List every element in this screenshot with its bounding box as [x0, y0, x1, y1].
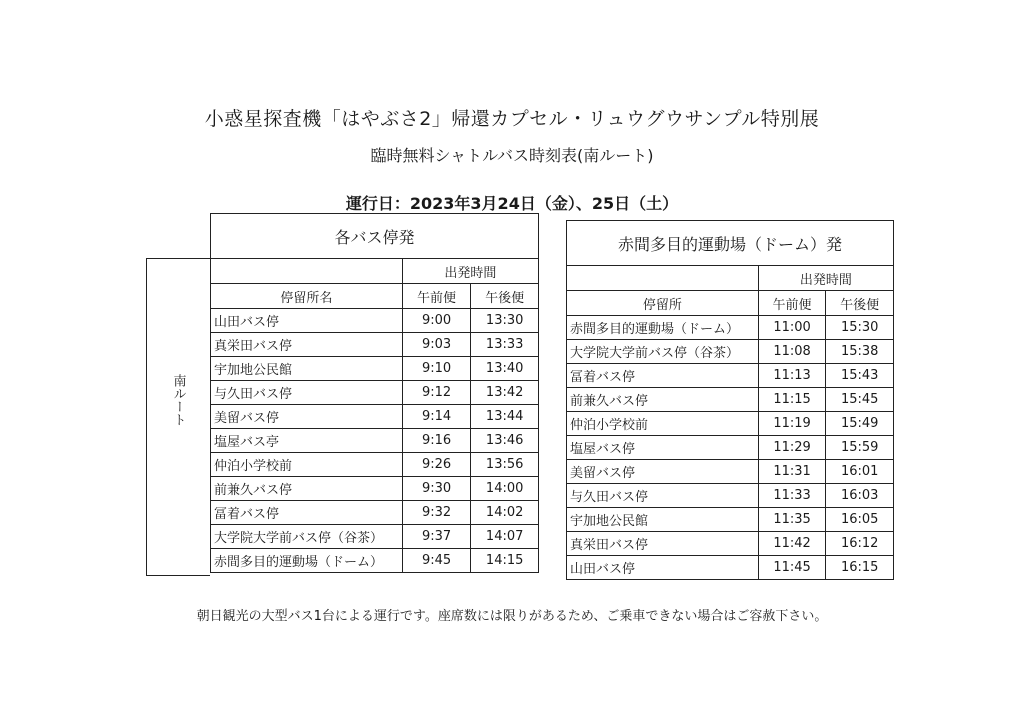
- pm-time: 14:15: [471, 549, 539, 573]
- table-row: [211, 525, 539, 549]
- stop-name: 仲泊小学校前: [567, 412, 759, 436]
- stop-name: 美留バス停: [211, 405, 403, 429]
- stop-name: 冨着バス停: [567, 364, 759, 388]
- table-row: [211, 333, 539, 357]
- am-time: 9:26: [402, 453, 471, 477]
- stop-name: 宇加地公民館: [567, 508, 759, 532]
- stop-name: 真栄田バス停: [211, 333, 403, 357]
- table-row: [211, 477, 539, 501]
- footer-note: 朝日観光の大型バス1台による運行です。座席数には限りがあるため、ご乗車できない場合はご容赦下さい。: [196, 609, 828, 624]
- am-time: 11:15: [758, 388, 826, 412]
- pm-time: 13:33: [471, 333, 539, 357]
- table-header: 各バス停発: [211, 214, 539, 259]
- table-row: [211, 381, 539, 405]
- am-time: 11:13: [758, 364, 826, 388]
- am-time: 11:33: [758, 484, 826, 508]
- departure-time-label: 出発時間: [402, 259, 538, 284]
- page-subtitle: 臨時無料シャトルバス時刻表(南ルート): [370, 146, 654, 165]
- pm-time: 15:30: [826, 316, 894, 340]
- pm-time: 16:01: [826, 460, 894, 484]
- timetable-body: [211, 309, 539, 573]
- timetable-from-dome: [566, 220, 894, 580]
- stop-name: 真栄田バス停: [567, 532, 759, 556]
- pm-time: 14:07: [471, 525, 539, 549]
- am-time: 9:30: [402, 477, 471, 501]
- table-row: [567, 316, 894, 340]
- table-row: [211, 405, 539, 429]
- col-header-am: 午前便: [758, 291, 826, 316]
- am-time: 9:37: [402, 525, 471, 549]
- pm-time: 15:59: [826, 436, 894, 460]
- stop-name: 山田バス停: [211, 309, 403, 333]
- pm-time: 15:45: [826, 388, 894, 412]
- am-time: 11:42: [758, 532, 826, 556]
- stop-name: 山田バス停: [567, 556, 759, 580]
- am-time: 9:10: [402, 357, 471, 381]
- timetable-body: [567, 316, 894, 580]
- pm-time: 15:49: [826, 412, 894, 436]
- operation-date: 運行日：2023年3月24日（金）、25日（土）: [345, 194, 679, 213]
- table-row: [211, 429, 539, 453]
- am-time: 9:16: [402, 429, 471, 453]
- stop-name: 大学院大学前バス停（谷茶）: [567, 340, 759, 364]
- table-row: [567, 556, 894, 580]
- table-row: [567, 484, 894, 508]
- stop-name: 与久田バス停: [567, 484, 759, 508]
- am-time: 9:00: [402, 309, 471, 333]
- pm-time: 14:00: [471, 477, 539, 501]
- route-label: 南ルート: [170, 374, 186, 426]
- stop-name: 赤間多目的運動場（ドーム）: [211, 549, 403, 573]
- stop-name: 美留バス停: [567, 460, 759, 484]
- table-row: [567, 364, 894, 388]
- timetable-from-stops: [210, 213, 539, 573]
- stop-name: 大学院大学前バス停（谷茶）: [211, 525, 403, 549]
- am-time: 9:14: [402, 405, 471, 429]
- table-row: [567, 436, 894, 460]
- col-header-pm: 午後便: [826, 291, 894, 316]
- pm-time: 13:42: [471, 381, 539, 405]
- table-row: [567, 508, 894, 532]
- route-label-box: [146, 258, 210, 576]
- am-time: 9:12: [402, 381, 471, 405]
- table-row: [567, 532, 894, 556]
- pm-time: 13:30: [471, 309, 539, 333]
- am-time: 11:08: [758, 340, 826, 364]
- pm-time: 13:46: [471, 429, 539, 453]
- pm-time: 13:40: [471, 357, 539, 381]
- pm-time: 15:38: [826, 340, 894, 364]
- page-title: 小惑星探査機「はやぶさ2」帰還カプセル・リュウグウサンプル特別展: [204, 108, 820, 130]
- stop-name: 塩屋バス亭: [211, 429, 403, 453]
- am-time: 11:29: [758, 436, 826, 460]
- am-time: 11:35: [758, 508, 826, 532]
- pm-time: 14:02: [471, 501, 539, 525]
- table-row: [567, 412, 894, 436]
- am-time: 11:19: [758, 412, 826, 436]
- table-row: [567, 388, 894, 412]
- stop-name: 赤間多目的運動場（ドーム）: [567, 316, 759, 340]
- stop-name: 前兼久バス停: [211, 477, 403, 501]
- departure-time-label: 出発時間: [758, 266, 893, 291]
- blank-cell: [567, 266, 759, 291]
- table-header: 赤間多目的運動場（ドーム）発: [567, 221, 894, 266]
- col-header-am: 午前便: [402, 284, 471, 309]
- blank-cell: [211, 259, 403, 284]
- stop-name: 前兼久バス停: [567, 388, 759, 412]
- stop-name: 冨着バス停: [211, 501, 403, 525]
- pm-time: 16:15: [826, 556, 894, 580]
- pm-time: 15:43: [826, 364, 894, 388]
- am-time: 11:45: [758, 556, 826, 580]
- stop-name: 与久田バス停: [211, 381, 403, 405]
- am-time: 11:00: [758, 316, 826, 340]
- table-row: [211, 453, 539, 477]
- stop-name: 宇加地公民館: [211, 357, 403, 381]
- table-row: [211, 501, 539, 525]
- col-header-stop: 停留所名: [211, 284, 403, 309]
- am-time: 11:31: [758, 460, 826, 484]
- col-header-stop: 停留所: [567, 291, 759, 316]
- am-time: 9:32: [402, 501, 471, 525]
- pm-time: 16:05: [826, 508, 894, 532]
- table-row: [567, 460, 894, 484]
- pm-time: 16:12: [826, 532, 894, 556]
- am-time: 9:03: [402, 333, 471, 357]
- stop-name: 仲泊小学校前: [211, 453, 403, 477]
- table-row: [211, 549, 539, 573]
- col-header-pm: 午後便: [471, 284, 539, 309]
- pm-time: 13:44: [471, 405, 539, 429]
- table-row: [567, 340, 894, 364]
- table-row: [211, 309, 539, 333]
- pm-time: 16:03: [826, 484, 894, 508]
- am-time: 9:45: [402, 549, 471, 573]
- stop-name: 塩屋バス停: [567, 436, 759, 460]
- table-row: [211, 357, 539, 381]
- pm-time: 13:56: [471, 453, 539, 477]
